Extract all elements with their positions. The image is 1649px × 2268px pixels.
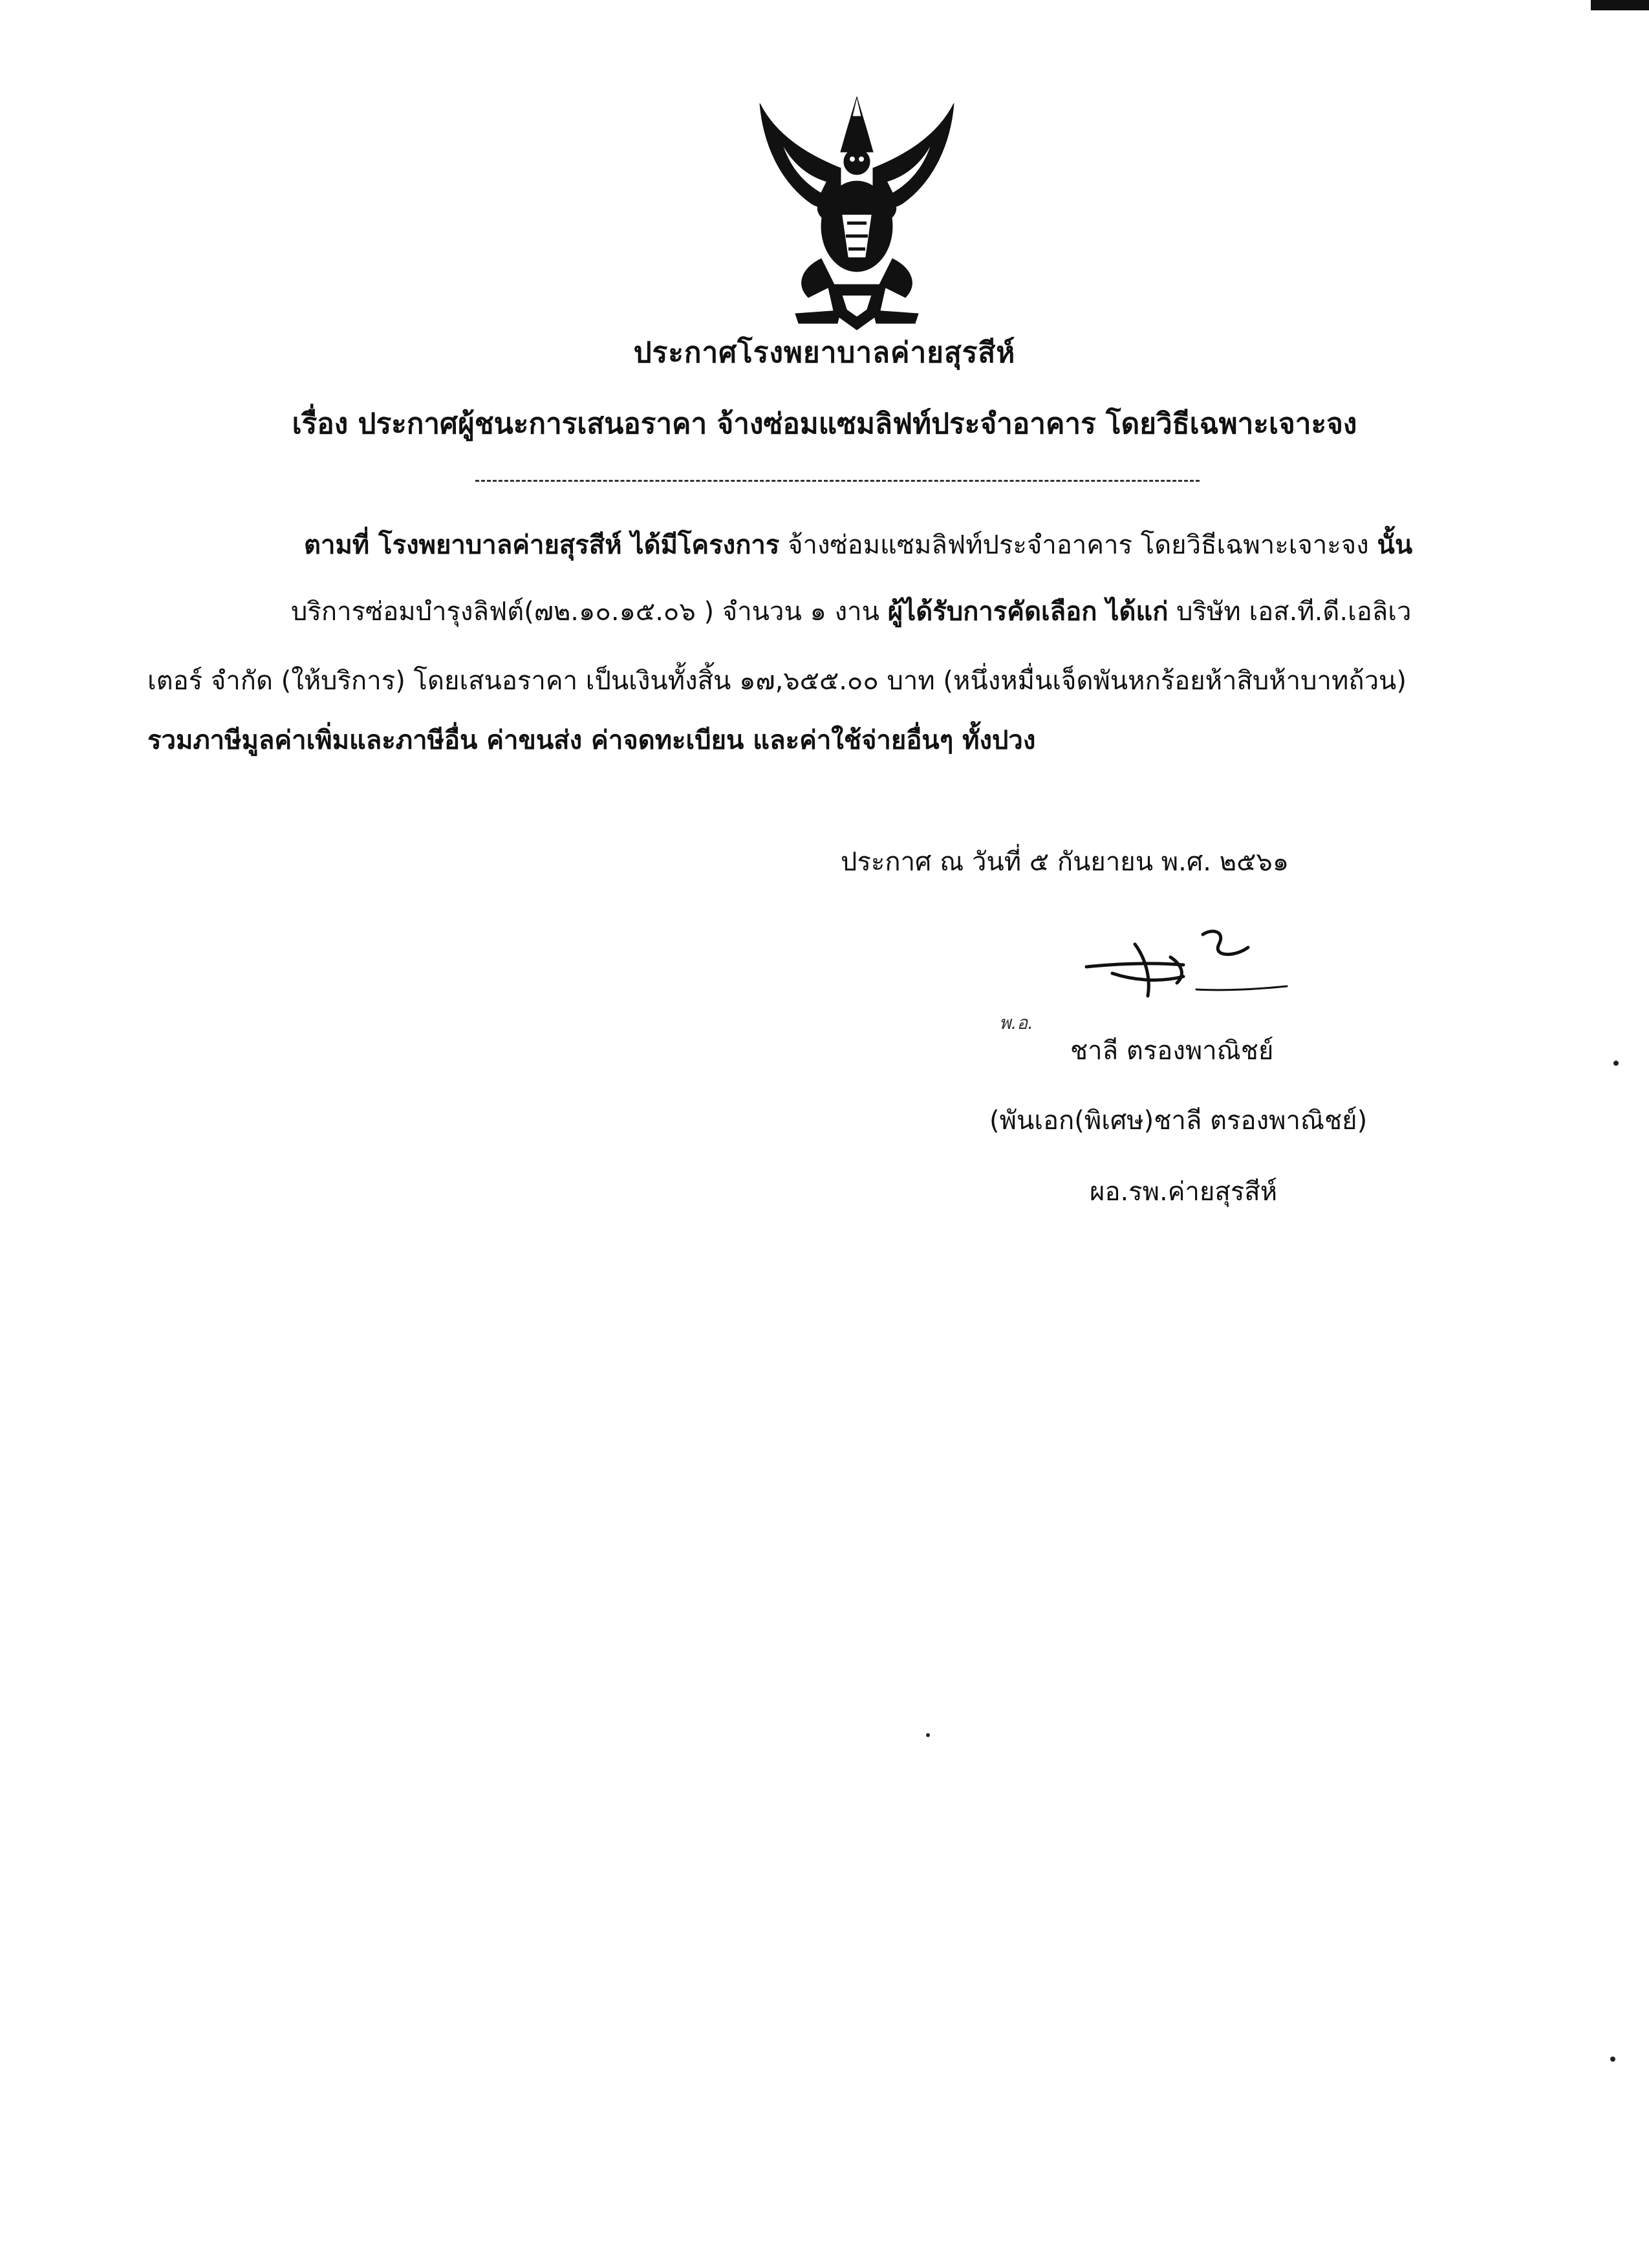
- body-winner-label: ผู้ได้รับการคัดเลือก ได้แก่: [887, 597, 1169, 627]
- scan-speck: [1610, 2057, 1615, 2062]
- scan-speck: [926, 1733, 930, 1737]
- body-tail: นั้น: [1377, 530, 1413, 560]
- announcement-title: ประกาศโรงพยาบาลค่ายสุรสีห์: [633, 336, 1016, 369]
- announcement-date: ประกาศ ณ วันที่ ๕ กันยายน พ.ศ. ๒๕๖๑: [841, 847, 1289, 877]
- body-project: จ้างซ่อมแซมลิฟท์ประจำอาคาร โดยวิธีเฉพาะเจาะจง: [779, 530, 1377, 560]
- scan-speck: [1613, 1061, 1619, 1066]
- dashed-divider: [475, 480, 1200, 482]
- handwritten-rank: พ.อ.: [999, 1012, 1034, 1033]
- signatory-name: ชาลี ตรองพาณิชย์: [1070, 1036, 1274, 1066]
- garuda-emblem-icon: [750, 91, 964, 336]
- body-company: บริษัท เอส.ที.ดี.เอลิเว: [1168, 597, 1412, 627]
- body-paragraph-line-2: [291, 590, 1411, 632]
- body-paragraph-line-4: รวมภาษีมูลค่าเพิ่มและภาษีอื่น ค่าขนส่ง ค่าจดทะเบียน และค่าใช้จ่ายอื่นๆ ทั้งปวง: [147, 726, 1036, 755]
- body-lead: ตามที่ โรงพยาบาลค่ายสุรสีห์ ได้มีโครงการ: [304, 530, 780, 560]
- handwritten-signature-icon: [1073, 918, 1319, 1002]
- body-service: บริการซ่อมบำรุงลิฟต์(๗๒.๑๐.๑๕.๐๖ ) จำนวน ๑ งาน: [291, 597, 888, 627]
- body-paragraph-line-1: [304, 524, 1412, 565]
- body-paragraph-line-3: เตอร์ จำกัด (ให้บริการ) โดยเสนอราคา เป็นเงินทั้งสิ้น ๑๗,๖๕๕.๐๐ บาท (หนึ่งหมื่นเจ็ดพันหกร้อยห้าสิบห้าบาทถ้วน): [147, 666, 1406, 696]
- signatory-full-name: (พันเอก(พิเศษ)ชาลี ตรองพาณิชย์): [989, 1106, 1368, 1136]
- signatory-position: ผอ.รพ.ค่ายสุรสีห์: [1090, 1177, 1278, 1207]
- announcement-subject: เรื่อง ประกาศผู้ชนะการเสนอราคา จ้างซ่อมแซมลิฟท์ประจำอาคาร โดยวิธีเฉพาะเจาะจง: [292, 407, 1357, 440]
- scan-corner-mark: [1591, 0, 1649, 10]
